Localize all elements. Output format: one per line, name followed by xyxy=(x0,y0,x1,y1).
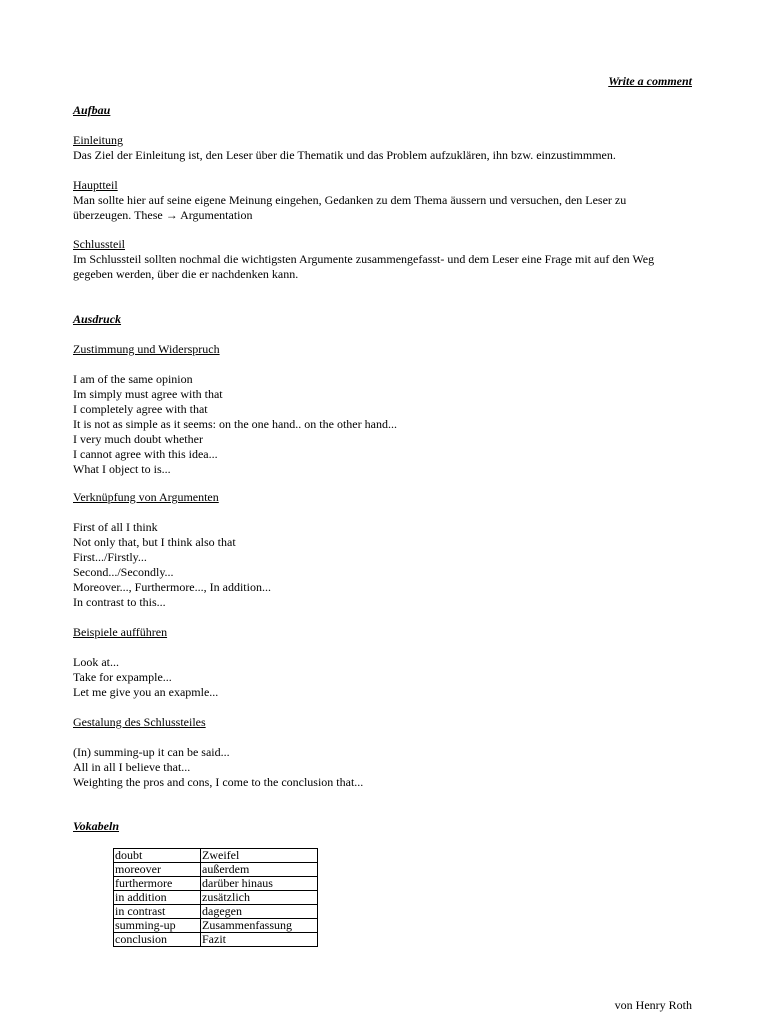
list-item: Not only that, but I think also that xyxy=(73,535,236,549)
zustimmung-label: Zustimmung und Widerspruch xyxy=(73,342,220,356)
hauptteil-block xyxy=(73,178,626,223)
list-item: I very much doubt whether xyxy=(73,432,203,446)
schlussteil-text-line2: gegeben werden, über die er nachdenken kann. xyxy=(73,267,299,281)
vocabulary-table xyxy=(113,848,318,947)
document-title: Write a comment xyxy=(608,74,692,88)
table-cell-english: in contrast xyxy=(114,905,201,919)
table-row xyxy=(114,905,318,919)
gestalung-label: Gestalung des Schlussteiles xyxy=(73,715,206,729)
table-cell-english: summing-up xyxy=(114,919,201,933)
zustimmung-block xyxy=(73,342,397,477)
table-row xyxy=(114,877,318,891)
table-row xyxy=(114,933,318,947)
gestalung-block xyxy=(73,715,363,790)
list-item: I completely agree with that xyxy=(73,402,208,416)
list-item: Let me give you an exapmle... xyxy=(73,685,219,699)
hauptteil-label: Hauptteil xyxy=(73,178,118,192)
list-item: Im simply must agree with that xyxy=(73,387,223,401)
table-cell-german: dagegen xyxy=(201,905,318,919)
section-heading-vokabeln: Vokabeln xyxy=(73,819,120,833)
hauptteil-text-line1: Man sollte hier auf seine eigene Meinung eingehen, Gedanken zu dem Thema äussern und versuchen, den Leser zu xyxy=(73,193,627,207)
einleitung-text: Das Ziel der Einleitung ist, den Leser über die Thematik und das Problem aufzuklären, ihn bzw. einzustimmmen. xyxy=(73,148,616,162)
list-item: It is not as simple as it seems: on the one hand.. on the other hand... xyxy=(73,417,397,431)
table-cell-german: darüber hinaus xyxy=(201,877,318,891)
section-heading-ausdruck: Ausdruck xyxy=(73,312,122,326)
list-item: What I object to is... xyxy=(73,462,171,476)
table-row xyxy=(114,863,318,877)
schlussteil-block xyxy=(73,237,654,282)
list-item: First.../Firstly... xyxy=(73,550,147,564)
table-cell-german: Fazit xyxy=(201,933,318,947)
table-cell-english: in addition xyxy=(114,891,201,905)
author-signature: von Henry Roth xyxy=(614,998,692,1012)
section-heading-aufbau: Aufbau xyxy=(73,103,111,117)
list-item: Look at... xyxy=(73,655,119,669)
table-row xyxy=(114,891,318,905)
verknuepfung-block xyxy=(73,490,271,610)
list-item: All in all I believe that... xyxy=(73,760,191,774)
beispiele-block xyxy=(73,625,218,700)
schlussteil-text-line1: Im Schlussteil sollten nochmal die wichtigsten Argumente zusammengefasst- und dem Leser eine Frage mit auf den Weg xyxy=(73,252,655,266)
list-item: Second.../Secondly... xyxy=(73,565,174,579)
list-item: Weighting the pros and cons, I come to the conclusion that... xyxy=(73,775,364,789)
table-row xyxy=(114,919,318,933)
table-cell-german: zusätzlich xyxy=(201,891,318,905)
table-cell-german: Zusammenfassung xyxy=(201,919,318,933)
list-item: I am of the same opinion xyxy=(73,372,193,386)
list-item: Moreover..., Furthermore..., In addition... xyxy=(73,580,271,594)
list-item: (In) summing-up it can be said... xyxy=(73,745,230,759)
schlussteil-label: Schlussteil xyxy=(73,237,126,251)
hauptteil-text-line2: überzeugen. These → Argumentation xyxy=(73,208,253,222)
table-cell-german: Zweifel xyxy=(201,849,318,863)
table-cell-english: doubt xyxy=(114,849,201,863)
table-cell-english: moreover xyxy=(114,863,201,877)
table-cell-english: conclusion xyxy=(114,933,201,947)
document-body xyxy=(73,0,693,1024)
table-row xyxy=(114,849,318,863)
list-item: Take for expample... xyxy=(73,670,172,684)
einleitung-block xyxy=(73,133,616,163)
einleitung-label: Einleitung xyxy=(73,133,123,147)
verknuepfung-label: Verknüpfung von Argumenten xyxy=(73,490,219,504)
list-item: In contrast to this... xyxy=(73,595,166,609)
beispiele-label: Beispiele aufführen xyxy=(73,625,168,639)
table-cell-english: furthermore xyxy=(114,877,201,891)
list-item: First of all I think xyxy=(73,520,158,534)
table-cell-german: außerdem xyxy=(201,863,318,877)
list-item: I cannot agree with this idea... xyxy=(73,447,218,461)
